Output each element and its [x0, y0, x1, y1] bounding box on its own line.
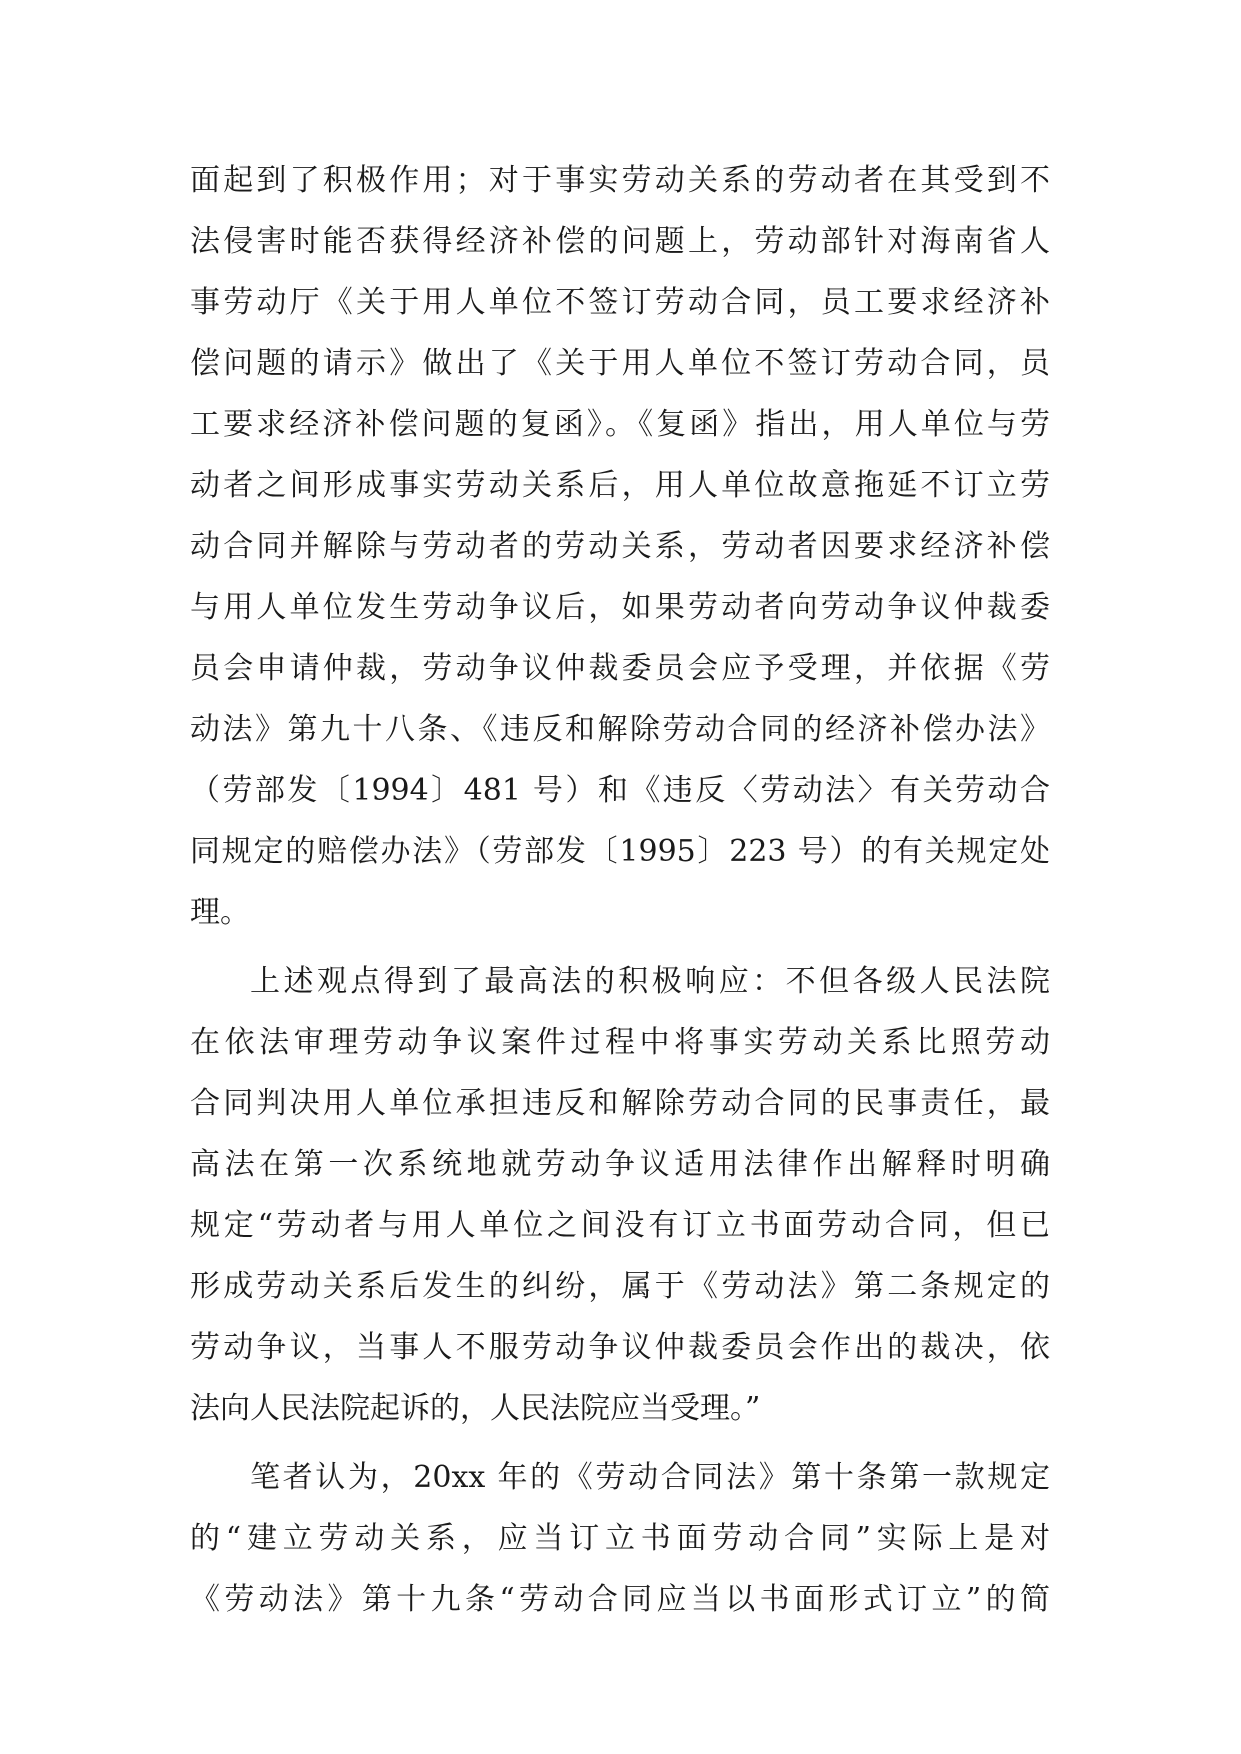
paragraph-spacer [190, 943, 1050, 951]
text-line: 形成劳动关系后发生的纠纷，属于《劳动法》第二条规定的 [190, 1269, 1050, 1304]
text-line: 理。 [190, 895, 250, 930]
text-line: （劳部发〔1994〕481 号）和《违反〈劳动法〉有关劳动合 [190, 773, 1050, 808]
text-line: 规定“劳动者与用人单位之间没有订立书面劳动合同，但已 [190, 1208, 1050, 1243]
text-line: 动法》第九十八条、《违反和解除劳动合同的经济补偿办法》 [190, 712, 1050, 747]
text-line: 法侵害时能否获得经济补偿的问题上，劳动部针对海南省人 [190, 224, 1050, 259]
text-line: 劳动争议，当事人不服劳动争议仲裁委员会作出的裁决，依 [190, 1330, 1050, 1365]
text-line: 《劳动法》第十九条“劳动合同应当以书面形式订立”的简 [190, 1582, 1050, 1617]
text-line: 工要求经济补偿问题的复函》。《复函》指出，用人单位与劳 [190, 407, 1050, 442]
text-line: 事劳动厅《关于用人单位不签订劳动合同，员工要求经济补 [190, 285, 1050, 320]
text-line: 高法在第一次系统地就劳动争议适用法律作出解释时明确 [190, 1147, 1050, 1182]
text-line: 偿问题的请示》做出了《关于用人单位不签订劳动合同，员 [190, 346, 1050, 381]
text-line: 同规定的赔偿办法》（劳部发〔1995〕223 号）的有关规定处 [190, 834, 1050, 869]
text-line: 动合同并解除与劳动者的劳动关系，劳动者因要求经济补偿 [190, 529, 1050, 564]
text-line: 与用人单位发生劳动争议后，如果劳动者向劳动争议仲裁委 [190, 590, 1050, 625]
text-line: 的“建立劳动关系，应当订立书面劳动合同”实际上是对 [190, 1521, 1050, 1556]
paragraph [190, 150, 1050, 943]
text-line: 面起到了积极作用；对于事实劳动关系的劳动者在其受到不 [190, 163, 1050, 198]
text-line: 员会申请仲裁，劳动争议仲裁委员会应予受理，并依据《劳 [190, 651, 1050, 686]
text-line: 上述观点得到了最高法的积极响应：不但各级人民法院 [250, 964, 1050, 999]
text-line: 法向人民法院起诉的，人民法院应当受理。” [190, 1391, 761, 1426]
text-line: 在依法审理劳动争议案件过程中将事实劳动关系比照劳动 [190, 1025, 1050, 1060]
paragraph [190, 951, 1050, 1439]
text-line: 动者之间形成事实劳动关系后，用人单位故意拖延不订立劳 [190, 468, 1050, 503]
document-body [190, 150, 1050, 1630]
text-line: 笔者认为，20xx 年的《劳动合同法》第十条第一款规定 [250, 1460, 1050, 1495]
text-line: 合同判决用人单位承担违反和解除劳动合同的民事责任，最 [190, 1086, 1050, 1121]
paragraph [190, 1447, 1050, 1630]
paragraph-spacer [190, 1439, 1050, 1447]
